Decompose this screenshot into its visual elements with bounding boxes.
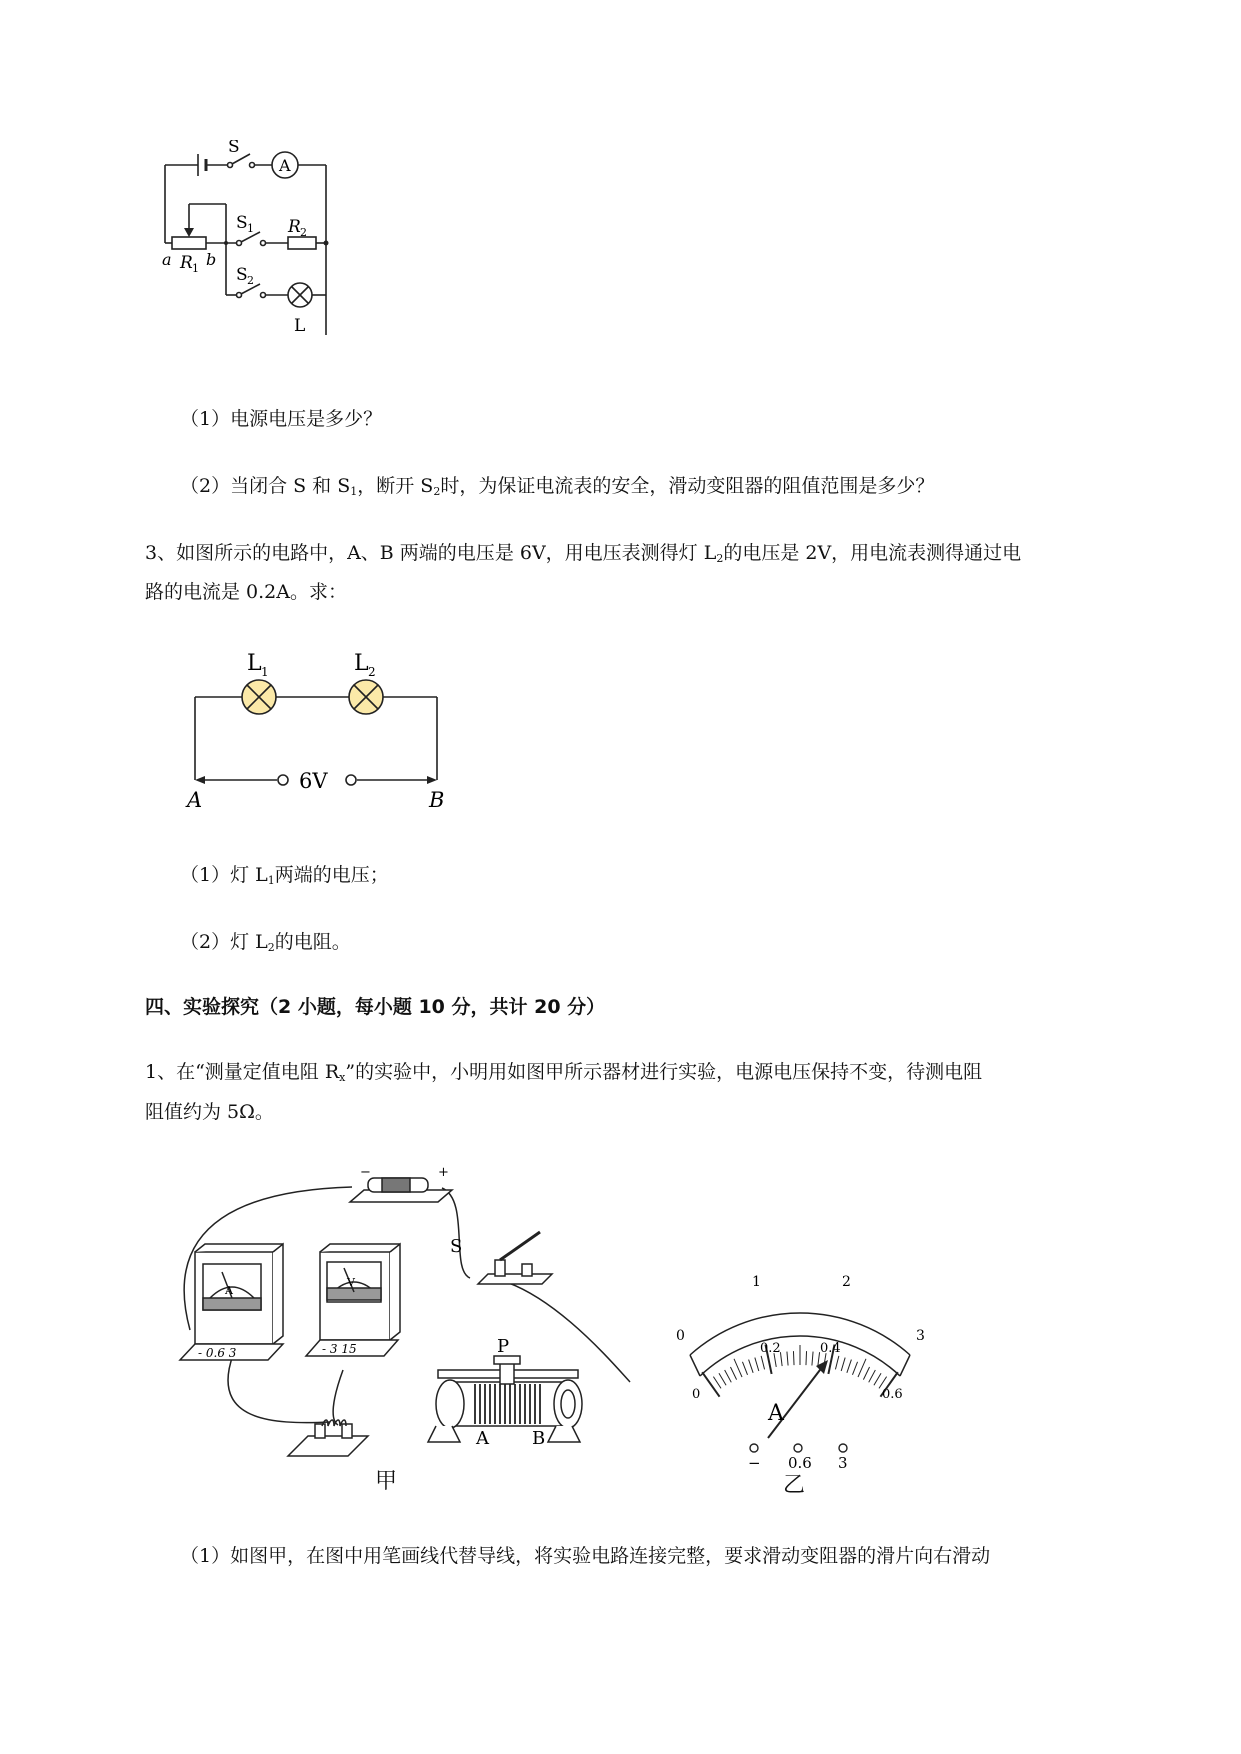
label-l1: L [247, 651, 262, 676]
label-s1: S [236, 213, 248, 233]
meter-needle [768, 1360, 828, 1438]
dial-tick [713, 1377, 721, 1389]
label-r1: R [180, 253, 193, 273]
battery-plus: + [438, 1165, 449, 1180]
ammeter-dial-yi [660, 1250, 940, 1470]
circuit-figure-1 [150, 140, 380, 370]
top-scale-0: 0 [676, 1328, 685, 1344]
switch-s [478, 1232, 552, 1284]
lamp-l2 [349, 680, 383, 714]
dial-tick [787, 1352, 788, 1366]
ammeter-device [180, 1244, 283, 1360]
dial-tick [847, 1360, 852, 1373]
voltmeter-letter: V [347, 1276, 355, 1289]
dial-tick [806, 1351, 807, 1365]
label-l2: L [354, 651, 369, 676]
s4-q1-part1: （1）如图甲，在图中用笔画线代替导线，将实验电路连接完整，要求滑动变阻器的滑片向右滑动 [180, 1545, 991, 1567]
dial-tick [755, 1358, 759, 1371]
label-l1-sub: 1 [261, 665, 269, 679]
apparatus-figure-jia [170, 1160, 660, 1495]
label-b: b [206, 250, 217, 269]
rheostat-label-p: P [497, 1336, 510, 1357]
label-s2-sub: 2 [247, 274, 254, 287]
q2-part1: （1）电源电压是多少？ [180, 408, 383, 430]
battery-minus: − [360, 1165, 371, 1180]
ammeter-letter: A [225, 1284, 233, 1297]
dial-tick [742, 1362, 747, 1375]
dial-tick [719, 1373, 726, 1385]
bottom-scale-02: 0.2 [760, 1341, 781, 1356]
label-s: S [228, 140, 240, 157]
q3-line2: 路的电流是 0.2A。求： [145, 581, 347, 603]
dial-tick [874, 1373, 881, 1385]
section-heading: 四、实验探究（2 小题，每小题 10 分，共计 20 分） [145, 996, 606, 1018]
dial-tick [858, 1359, 866, 1377]
resistor-coil [288, 1420, 368, 1456]
rheostat-label-b: B [532, 1428, 546, 1449]
caption-yi: 乙 [783, 1473, 806, 1498]
voltmeter-device [306, 1244, 400, 1356]
dial-tick [852, 1362, 857, 1375]
caption-jia: 甲 [375, 1469, 398, 1494]
dial-tick [835, 1356, 838, 1370]
label-ammeter-a: A [279, 156, 291, 175]
dial-tick [749, 1360, 754, 1373]
terminal-minus: − [748, 1454, 761, 1470]
dial-tick [869, 1370, 876, 1382]
dial-tick [761, 1356, 764, 1370]
label-s2: S [236, 265, 248, 285]
dial-tick [725, 1370, 732, 1382]
label-end-b: B [429, 788, 445, 812]
dial-tick [863, 1367, 869, 1380]
bottom-scale-06: 0.6 [882, 1387, 903, 1402]
dial-tick [793, 1351, 794, 1365]
lamp-l1 [242, 680, 276, 714]
label-r2-sub: 2 [300, 226, 307, 239]
label-s1-sub: 1 [247, 222, 254, 235]
label-l2-sub: 2 [368, 665, 376, 679]
label-end-a: A [187, 788, 203, 812]
label-r2: R [288, 217, 301, 237]
dial-tick [734, 1359, 742, 1377]
q2-part2: （2）当闭合 S 和 $S_1$，断开 $S_2$时，为保证电流表的安全，滑动变阻器的阻值范围是多少？ [180, 475, 935, 498]
top-scale-3: 3 [916, 1328, 925, 1344]
rheostat [428, 1356, 582, 1442]
s4-q1-line2: 阻值约为 5Ω。 [145, 1101, 274, 1123]
voltmeter-terminals: - 3 15 [322, 1342, 357, 1356]
label-a: a [162, 250, 172, 269]
circuit-figure-2 [175, 645, 465, 820]
q3-line1: 3、如图所示的电路中，A、B 两端的电压是 6V，用电压表测得灯 $L_2$的电压是 2V，用电流表测得通过电 [145, 542, 1022, 565]
label-r1-sub: 1 [192, 262, 199, 275]
dial-tick [841, 1358, 845, 1371]
battery [350, 1178, 452, 1202]
bottom-scale-04: 0.4 [820, 1341, 841, 1356]
q3-part2: （2）灯 $L_2$的电阻。 [180, 931, 351, 954]
dial-tick [702, 1372, 719, 1396]
terminal-06: 0.6 [788, 1454, 812, 1470]
bottom-scale-0: 0 [692, 1387, 701, 1402]
s4-q1-line1: 1、在“测量定值电阻 $R_x$”的实验中，小明用如图甲所示器材进行实验，电源电压保持不变，待测电阻 [145, 1061, 983, 1084]
label-6v: 6V [299, 769, 328, 793]
dial-tick [730, 1367, 736, 1380]
top-scale-1: 1 [752, 1274, 761, 1290]
switch-label: S [450, 1236, 463, 1257]
label-l: L [294, 316, 306, 336]
dial-tick [812, 1352, 813, 1366]
top-scale-2: 2 [842, 1274, 851, 1290]
ammeter-terminals: - 0.6 3 [198, 1346, 237, 1360]
terminal-3: 3 [838, 1454, 848, 1470]
rheostat-label-a: A [476, 1428, 489, 1449]
dial-letter-a: A [768, 1401, 784, 1426]
q3-part1: （1）灯 $L_1$两端的电压； [180, 864, 389, 887]
